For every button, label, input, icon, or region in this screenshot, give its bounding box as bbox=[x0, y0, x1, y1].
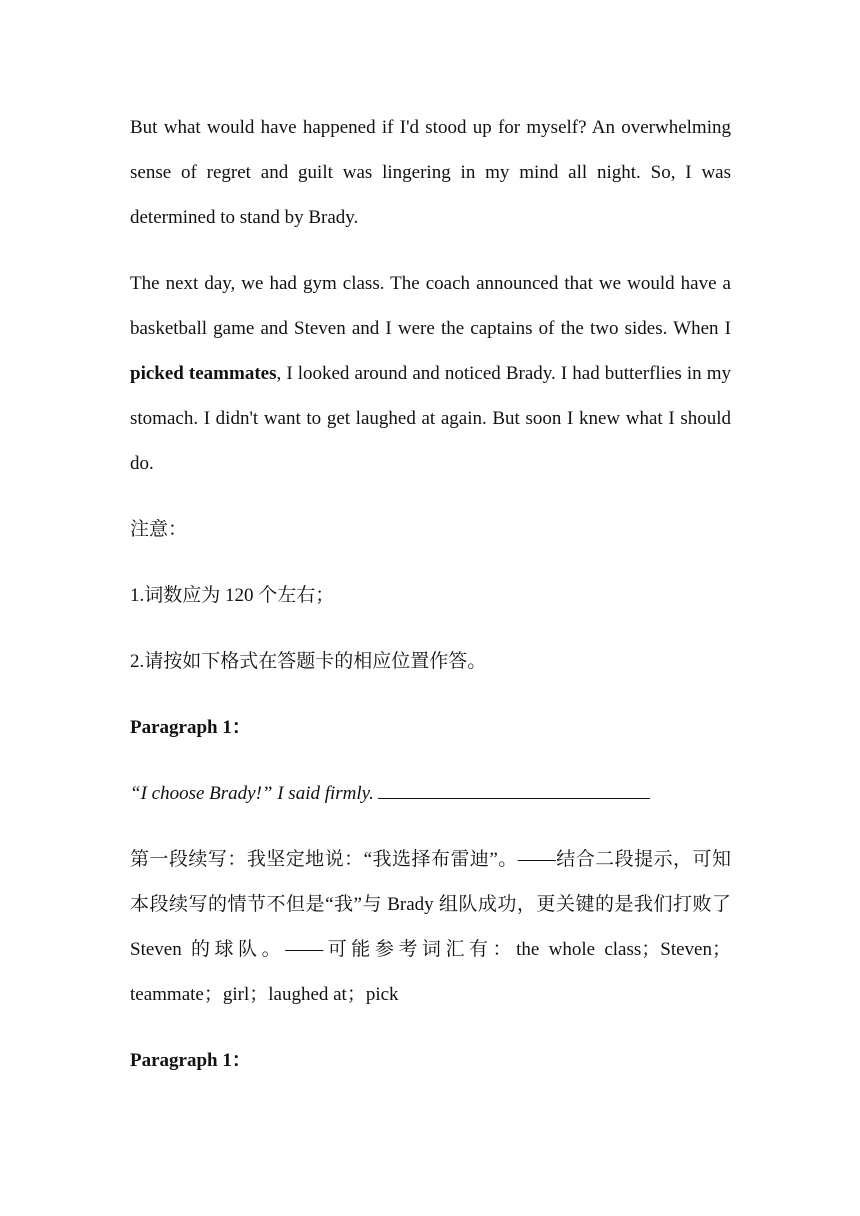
paragraph-1-heading: Paragraph 1： bbox=[130, 717, 251, 738]
opening-sentence: “I choose Brady!” I said firmly. bbox=[130, 783, 374, 804]
notes-item-2: 2.请按如下格式在答题卡的相应位置作答。 bbox=[130, 651, 487, 672]
paragraph-1-heading-repeat: Paragraph 1： bbox=[130, 1050, 251, 1071]
bold-phrase: picked teammates bbox=[130, 363, 277, 384]
notes-item-1: 1.词数应为 120 个左右； bbox=[130, 585, 335, 606]
document-page bbox=[130, 105, 731, 1104]
opening-sentence-line bbox=[130, 771, 731, 816]
notes-title: 注意： bbox=[130, 519, 188, 540]
story-paragraph-2-text-end: , I looked around and noticed Brady. I had butterflies in my stomach. I didn't want to get laughed at again. But soon I knew what I should do. bbox=[130, 363, 732, 474]
story-paragraph-2-text-start: The next day, we had gym class. The coach announced that we would have a basketball game and Steven and I were the captains of the two sides. When I bbox=[130, 273, 731, 339]
story-paragraph-1: But what would have happened if I'd stood up for myself? An overwhelming sense of regret and guilt was lingering in my mind all night. So, I was determined to stand by Brady. bbox=[130, 117, 731, 228]
story-paragraph-2 bbox=[130, 261, 731, 486]
analysis-paragraph: 第一段续写：我坚定地说：“我选择布雷迪”。——结合二段提示，可知本段续写的情节不但是“我”与 Brady 组队成功，更关键的是我们打败了 Steven 的球队。——可能参考词汇有：the whole class；Steven；teammate；girl；laughed at；pick bbox=[130, 849, 731, 1005]
answer-blank-line[interactable] bbox=[378, 778, 650, 799]
